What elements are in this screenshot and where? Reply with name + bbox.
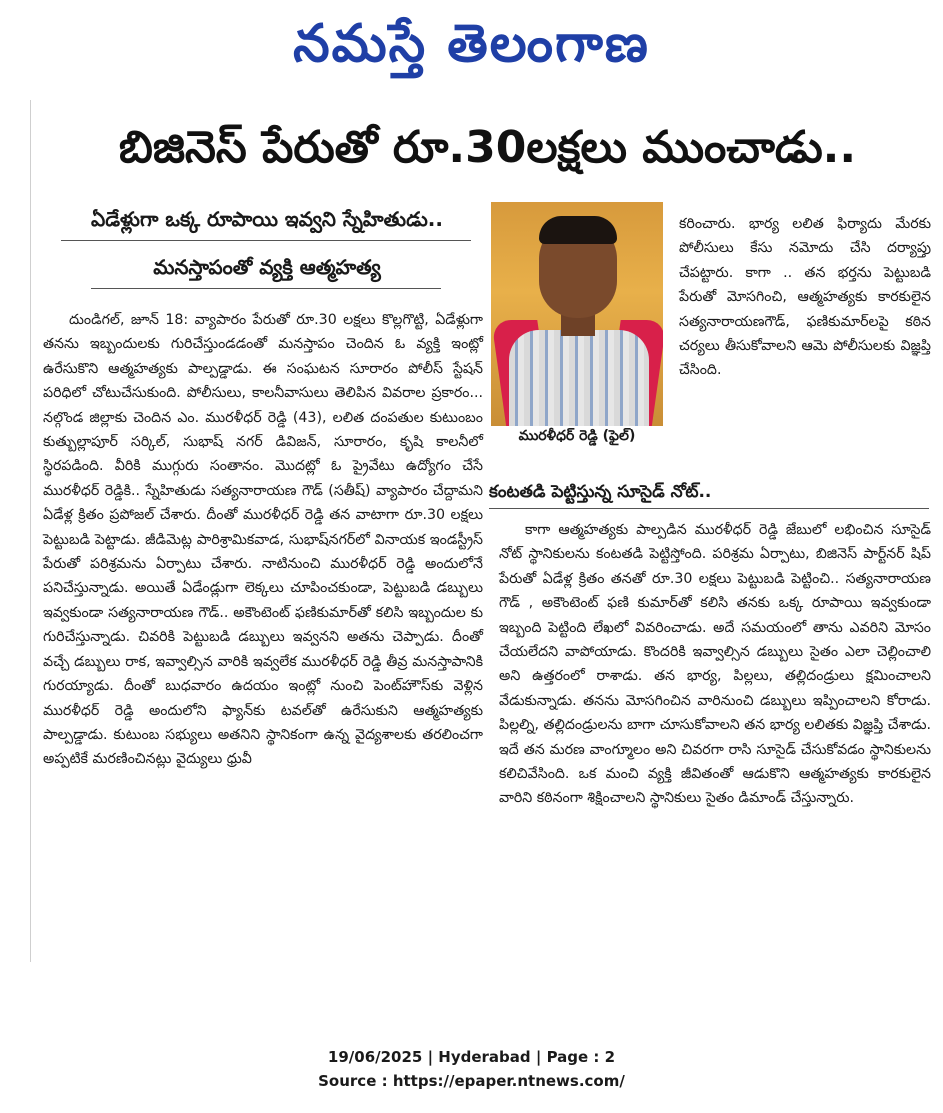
subheadline-suicide: మనస్తాపంతో వ్యక్తి ఆత్మహత్య xyxy=(153,255,381,279)
subheadline-suicide-note: కంటతడి పెట్టిస్తున్న సూసైడ్ నోట్.. xyxy=(489,482,712,502)
subheadline-rule xyxy=(91,288,441,289)
footer-date-line: 19/06/2025 | Hyderabad | Page : 2 xyxy=(327,1048,616,1066)
newspaper-masthead: నమస్తే తెలంగాణ xyxy=(293,14,650,74)
subheadline-rule xyxy=(61,240,471,241)
footer-source-line: Source : https://epaper.ntnews.com/ xyxy=(318,1072,625,1090)
subheadline-rule xyxy=(489,508,929,509)
photo-hair xyxy=(539,216,617,244)
photo-caption: మురళీధర్ రెడ్డి (ఫైల్) xyxy=(518,428,636,444)
article-body-left-column: దుండిగల్, జూన్ 18: వ్యాపారం పేరుతో రూ.30 లక్షలు కొల్లగొట్టి, ఏడేళ్లుగా తనను ఇబ్బందులకు గురిచేస్తుండడంతో మనస్తాపం చెందిన ఓ వ్యక్తి ఇంట్లో ఉరేసుకొని ఆత్మహత్యకు పాల్పడ్డాడు. ఈ సంఘటన సూరారం పోలీస్ స్టేషన్ పరిధిలో చోటుచేసుకుంది. పోలీసులు, కాలనీవాసులు తెలిపిన వివరాల ప్రకారం... నల్గొండ జిల్లాకు చెందిన ఎం. మురళీధర్ రెడ్డి (43), లలిత దంపతుల కుటుంబం కుత్బుల్లాపూర్ సర్కిల్, సుభాష్ నగర్ డివిజన్, సూరారం, కృషి కాలనీలో స్థిరపడింది. వీరికి ముగ్గురు సంతానం. మొదట్లో ఓ ప్రైవేటు ఉద్యోగం చేసే మురళీధర్ రెడ్డికి.. స్నేహితుడు సత్యనారాయణ గౌడ్ (సతీష్) వ్యాపారం చేద్దామని ఏడేళ్ల క్రితం ప్రపోజల్ చేశారు. దీంతో మురళీధర్ రెడ్డి తన వాటాగా రూ.30 లక్షలు పెట్టుబడి పెట్టాడు. జీడిమెట్ల పారిశ్రామికవాడ, సుభాష్‌నగర్‌లో వినాయక ఇండస్ట్రీస్ పేరుతో పరిశ్రమను ఏర్పాటు చేశారు. నాటినుంచి మురళీధర్ రెడ్డి అందులోనే పనిచేస్తున్నాడు. అయితే ఏడేండ్లుగా లెక్కలు చూపించకుండా, పెట్టుబడి డబ్బులు ఇవ్వకుండా సత్యనారాయణ గౌడ్.. అకౌంటెంట్ ఫణికుమార్‌తో కలిసి ఇబ్బందుల కు గురిచేస్తున్నాడు. చివరికి పెట్టుబడి డబ్బులు ఇవ్వనని అతను చెప్పాడు. దీంతో వచ్చే డబ్బులు రాక, ఇవ్వాల్సిన వారికి ఇవ్వలేక మురళీధర్ రెడ్డి తీవ్ర మనస్తాపానికి గురయ్యాడు. దీంతో బుధవారం ఉదయం ఇంట్లో నుంచి పెంట్‌హౌస్‌కు వెళ్లిన మురళీధర్ రెడ్డి అందులోని ఫ్యాన్‌కు టవల్‌తో ఉరేసుకుని ఆత్మహత్యకు పాల్పడ్డాడు. కుటుంబ సభ్యులు అతనిని స్థానికంగా ఉన్న వైద్యశాలకు తరలించగా అప్పటికే మరణించినట్లు వైద్యులు ధ్రువీ xyxy=(43,312,483,768)
article-body-right-top: కరించారు. భార్య లలిత ఫిర్యాదు మేరకు పోలీసులు కేసు నమోదు చేసి దర్యాప్తు చేపట్టారు. కాగా .. తన భర్తను పెట్టుబడి పేరుతో మోసగించి, ఆత్మహత్యకు కారకులైన సత్యనారాయణగౌడ్, ఫణికుమార్‌లపై కఠిన చర్యలు తీసుకోవాలని ఆమె పోలీసులకు విజ్ఞప్తి చేసింది. xyxy=(679,216,931,379)
article-clipping xyxy=(30,100,943,962)
article-body-right-column: కాగా ఆత్మహత్యకు పాల్పడిన మురళీధర్ రెడ్డి జేబులో లభించిన సూసైడ్ నోట్ స్థానికులను కంటతడి పెట్టిస్తోంది. పరిశ్రమ ఏర్పాటు, బిజినెస్ పార్ట్‌నర్ షిప్ పేరుతో ఏడేళ్ల క్రితం తనతో రూ.30 లక్షలు పెట్టుబడి పెట్టించి.. సత్యనారాయణ గౌడ్ , అకౌంటెంట్ ఫణి కుమార్‌తో కలిసి తనకు ఒక్క రూపాయి ఇవ్వకుండా ఇబ్బంది పెట్టింది లేఖలో వివరించాడు. అదే సమయంలో తాను ఎవరిని మోసం చేయలేదని వాపోయాడు. కొందరికి ఇవ్వాల్సిన డబ్బులు సైతం ఎలా చెల్లించాలి అని ఉత్తరంలో రాశాడు. తన భార్య, పిల్లలు, తల్లిదండ్రులు క్షమించాలని వేడుకున్నాడు. తనను మోసగించిన వారినుంచి డబ్బులు ఇప్పించాలని కోరాడు. పిల్లల్ని, తల్లిదండ్రులను బాగా చూసుకోవాలని తన భార్య లలితకు విజ్ఞప్తి చేశాడు. ఇదే తన మరణ వాంగ్మూలం అని చివరగా రాసి సూసైడ్ చేసుకోవడం స్థానికులను కలిచివేసింది. ఒక మంచి వ్యక్తి జీవితంతో ఆడుకొని ఆత్మహత్యకు కారకులైన వారిని కఠినంగా శిక్షించాలని స్థానికులు సైతం డిమాండ్ చేస్తున్నారు. xyxy=(499,522,931,807)
subheadline-friend: ఏడేళ్లుగా ఒక్క రూపాయి ఇవ్వని స్నేహితుడు.. xyxy=(91,207,443,231)
person-photo xyxy=(491,202,663,426)
photo-shirt xyxy=(509,330,649,426)
article-headline: బిజినెస్ పేరుతో రూ.30లక్షలు ముంచాడు.. xyxy=(118,122,857,173)
